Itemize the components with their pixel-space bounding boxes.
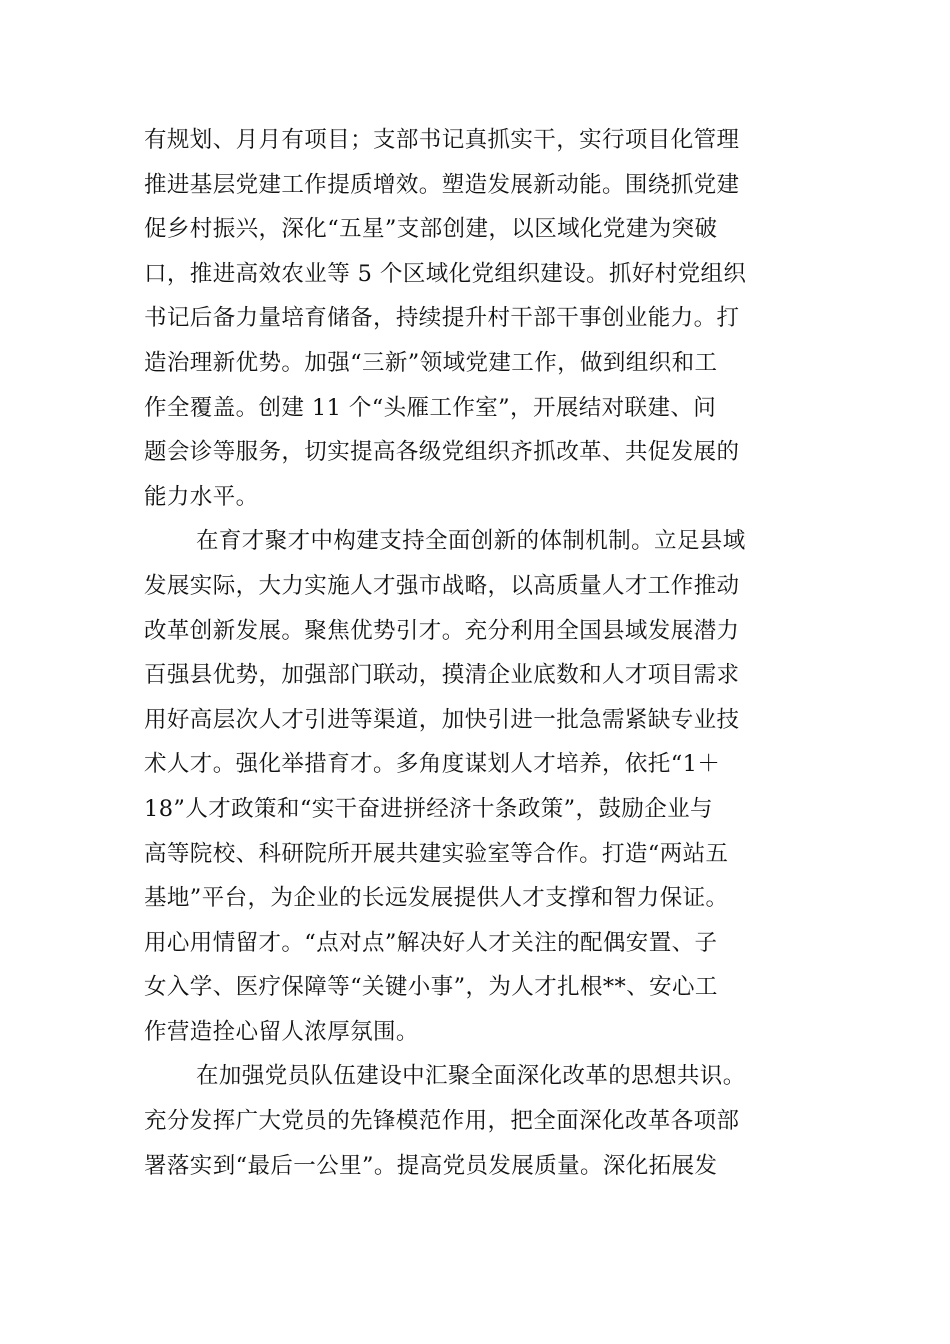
text-line: 改革创新发展。聚焦优势引才。充分利用全国县域发展潜力	[144, 617, 740, 644]
text-line: 推进基层党建工作提质增效。塑造发展新动能。围绕抓党建	[144, 171, 740, 198]
text-line: 口，推进高效农业等 5 个区域化党组织建设。抓好村党组织	[144, 260, 747, 287]
text-line: 造治理新优势。加强“三新”领域党建工作，做到组织和工	[144, 349, 718, 376]
text-line: 术人才。强化举措育才。多角度谋划人才培养，依托“1＋	[144, 751, 721, 778]
text-line: 基地”平台，为企业的长远发展提供人才支撑和智力保证。	[144, 885, 729, 912]
text-line: 用好高层次人才引进等渠道，加快引进一批急需紧缺专业技	[144, 706, 740, 733]
text-line: 女入学、医疗保障等“关键小事”，为人才扎根**、安心工	[144, 974, 718, 1001]
text-line: 作营造拴心留人浓厚氛围。	[144, 1018, 419, 1045]
text-line: 促乡村振兴，深化“五星”支部创建，以区域化党建为突破	[144, 216, 718, 243]
text-line: 有规划、月月有项目；支部书记真抓实干，实行项目化管理	[144, 127, 740, 153]
paragraph-start-line: 在加强党员队伍建设中汇聚全面深化改革的思想共识。	[196, 1063, 746, 1090]
text-line: 18”人才政策和“实干奋进拼经济十条政策”，鼓励企业与	[144, 795, 713, 822]
text-line: 发展实际，大力实施人才强市战略，以高质量人才工作推动	[144, 572, 740, 599]
text-line: 用心用情留才。“点对点”解决好人才关注的配偶安置、子	[144, 929, 718, 956]
text-line: 能力水平。	[144, 483, 259, 510]
document-body	[144, 118, 810, 1188]
text-line: 书记后备力量培育储备，持续提升村干部干事创业能力。打	[144, 305, 740, 332]
paragraph-start-line: 在育才聚才中构建支持全面创新的体制机制。立足县域	[196, 528, 746, 555]
text-line: 作全覆盖。创建 11 个“头雁工作室”，开展结对联建、问	[144, 394, 717, 421]
text-line: 题会诊等服务，切实提高各级党组织齐抓改革、共促发展的	[144, 439, 740, 466]
text-line: 百强县优势，加强部门联动，摸清企业底数和人才项目需求	[144, 662, 740, 689]
text-line: 高等院校、科研院所开展共建实验室等合作。打造“两站五	[144, 840, 729, 867]
text-line: 署落实到“最后一公里”。提高党员发展质量。深化拓展发	[144, 1152, 718, 1179]
text-line: 充分发挥广大党员的先锋模范作用，把全面深化改革各项部	[144, 1108, 740, 1135]
